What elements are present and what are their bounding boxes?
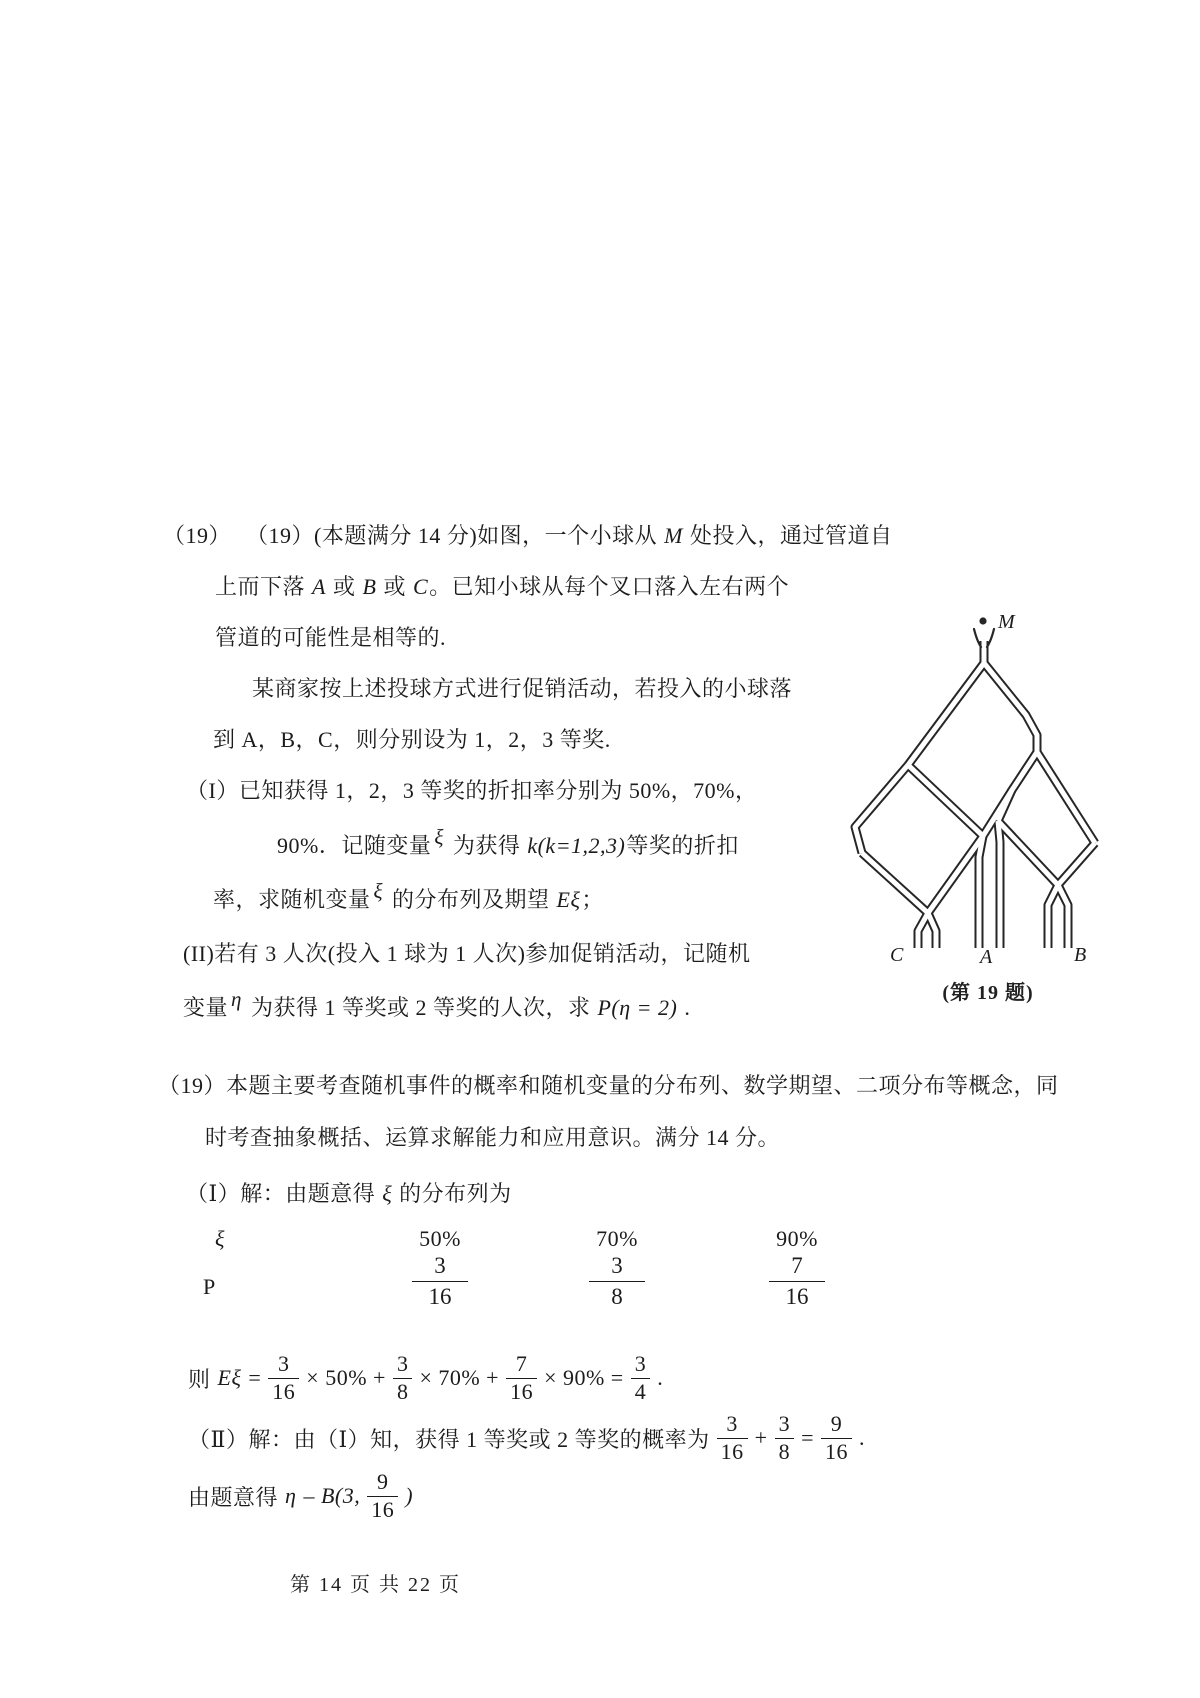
text-run: （Ⅰ）解：由题意得 (186, 1181, 382, 1206)
label-M: M (998, 611, 1015, 633)
table-col-3: 90% (776, 1226, 818, 1251)
text-run: 由题意得 (188, 1484, 279, 1510)
text-run: 变量 (183, 995, 229, 1020)
text-run: （I）已知获得 1，2，3 等奖的折扣率分别为 50%，70%， (186, 778, 758, 803)
denominator: 16 (428, 1284, 452, 1309)
var-xi: ξ (373, 879, 384, 903)
pipe-diagram (840, 555, 1110, 1015)
text-run: 某商家按上述投球方式进行促销活动，若投入的小球落 (252, 676, 793, 701)
var-E-xi: Eξ (217, 1365, 242, 1391)
pipe-network (855, 629, 1095, 951)
solution-line-3 (186, 1179, 512, 1209)
var-B: B (362, 574, 377, 599)
denominator: 8 (611, 1284, 623, 1309)
var-A: A (312, 574, 326, 599)
prob-fraction-1 (412, 1253, 468, 1310)
table-col-2: 70% (596, 1226, 638, 1251)
numerator: 3 (631, 1352, 651, 1379)
text-run: . (657, 1365, 664, 1391)
label-B: B (1074, 944, 1087, 966)
denominator: 16 (272, 1378, 296, 1404)
var-eta: η (285, 1483, 297, 1509)
numerator: 3 (775, 1412, 795, 1439)
denominator: 4 (634, 1378, 647, 1404)
var-E-xi: Eξ (556, 887, 581, 912)
text-run: = (801, 1425, 814, 1451)
text-run: 或 (326, 574, 362, 599)
text-run: 到 A，B，C，则分别设为 1，2，3 等奖. (213, 727, 611, 752)
text-run: . (678, 995, 691, 1020)
numerator: 3 (412, 1253, 468, 1282)
text-run: 率，求随机变量 (213, 887, 371, 912)
numerator: 7 (769, 1253, 825, 1282)
denominator: 16 (371, 1496, 395, 1522)
text-run: 时考查抽象概括、运算求解能力和应用意识。满分 14 分。 (205, 1125, 781, 1150)
problem-line-8 (213, 879, 604, 915)
prob-fraction-3 (769, 1253, 825, 1310)
problem-line-1 (163, 521, 893, 551)
part2-formula (188, 1412, 865, 1464)
text-run: × 50% + (306, 1365, 386, 1391)
fraction (393, 1352, 413, 1404)
part2-distribution (188, 1470, 413, 1522)
denominator: 16 (785, 1284, 809, 1309)
problem-line-2 (215, 572, 789, 602)
text-run: 处投入，通过管道自 (684, 523, 893, 548)
text-run: = (248, 1365, 262, 1391)
text-run: 的分布列为 (393, 1181, 512, 1206)
fraction (821, 1412, 852, 1464)
table-var-header: ξ (215, 1226, 225, 1251)
label-A: A (980, 946, 993, 968)
numerator: 3 (393, 1352, 413, 1379)
problem-line-10 (183, 987, 691, 1023)
text-run: 则 (188, 1366, 211, 1392)
page-footer (290, 1568, 461, 1597)
text-run: 。已知小球从每个叉口落入左右两个 (429, 574, 790, 599)
table-p-header: P (203, 1274, 216, 1299)
text-run: 等奖的折扣 (626, 833, 739, 858)
item-number: （19） (163, 523, 232, 548)
problem-line-7 (277, 825, 739, 861)
problem-line-6 (186, 776, 757, 806)
text-run: 90%．记随变量 (277, 833, 432, 858)
text-run: × 70% + (419, 1365, 500, 1391)
fraction (717, 1412, 748, 1464)
text-run: × 90% = (544, 1365, 624, 1391)
problem-line-9 (183, 939, 750, 969)
problem-line-4 (252, 674, 792, 704)
numerator: 3 (589, 1253, 645, 1282)
page-number: 第 14 页 共 22 页 (290, 1574, 461, 1596)
var-eta: η (231, 987, 242, 1011)
var-M: M (664, 523, 683, 548)
denominator: 16 (825, 1438, 848, 1464)
denominator: 8 (396, 1378, 409, 1404)
denominator: 16 (720, 1438, 744, 1464)
var-k: k(k=1,2,3) (527, 833, 626, 858)
text-run: 为获得 1 等奖或 2 等奖的人次，求 (244, 995, 597, 1020)
prob-fraction-2 (589, 1253, 645, 1310)
denominator: 8 (778, 1438, 791, 1464)
expectation-formula (188, 1352, 663, 1404)
problem-line-5 (213, 725, 611, 755)
var-C: C (412, 574, 429, 599)
text-run: . (859, 1425, 865, 1451)
problem-line-3 (215, 623, 446, 653)
text-run: 或 (377, 574, 412, 599)
denominator: 16 (510, 1378, 534, 1404)
text-run: 为获得 (446, 833, 527, 858)
var-xi: ξ (434, 825, 444, 849)
text-run: (II)若有 3 人次(投入 1 球为 1 人次)参加促销活动，记随机 (183, 941, 751, 966)
numerator: 9 (367, 1470, 398, 1497)
var-xi: ξ (382, 1181, 393, 1206)
numerator: 9 (821, 1412, 852, 1439)
numerator: 3 (717, 1412, 748, 1439)
text-run: （19）本题主要考查随机事件的概率和随机变量的分布列、数学期望、二项分布等概念，同 (158, 1073, 1059, 1098)
figure-caption: (第 19 题) (942, 982, 1034, 1004)
fraction (268, 1352, 299, 1404)
table-col-1: 50% (419, 1226, 461, 1251)
text-run: 管道的可能性是相等的. (215, 625, 447, 650)
numerator: 7 (506, 1352, 537, 1379)
label-C: C (890, 944, 904, 966)
fraction (506, 1352, 537, 1404)
text-run: （19）(本题满分 14 分)如图，一个小球从 (257, 523, 664, 548)
text-run: ； (581, 887, 604, 912)
text-run: + (754, 1425, 768, 1451)
text-run: ) (405, 1483, 414, 1509)
entry-dot (979, 617, 986, 624)
text-run: – B(3, (303, 1483, 361, 1509)
text-run: 上而下落 (215, 574, 312, 599)
expr-P-eta-2: P(η = 2) (597, 995, 678, 1020)
text-run: 的分布列及期望 (386, 887, 556, 912)
solution-line-1 (158, 1071, 1059, 1101)
solution-line-2 (205, 1123, 780, 1153)
fraction (775, 1412, 795, 1464)
fraction (367, 1470, 398, 1522)
fraction (631, 1352, 651, 1404)
text-run: （Ⅱ）解：由（Ⅰ）知，获得 1 等奖或 2 等奖的概率为 (188, 1426, 710, 1452)
numerator: 3 (268, 1352, 299, 1379)
